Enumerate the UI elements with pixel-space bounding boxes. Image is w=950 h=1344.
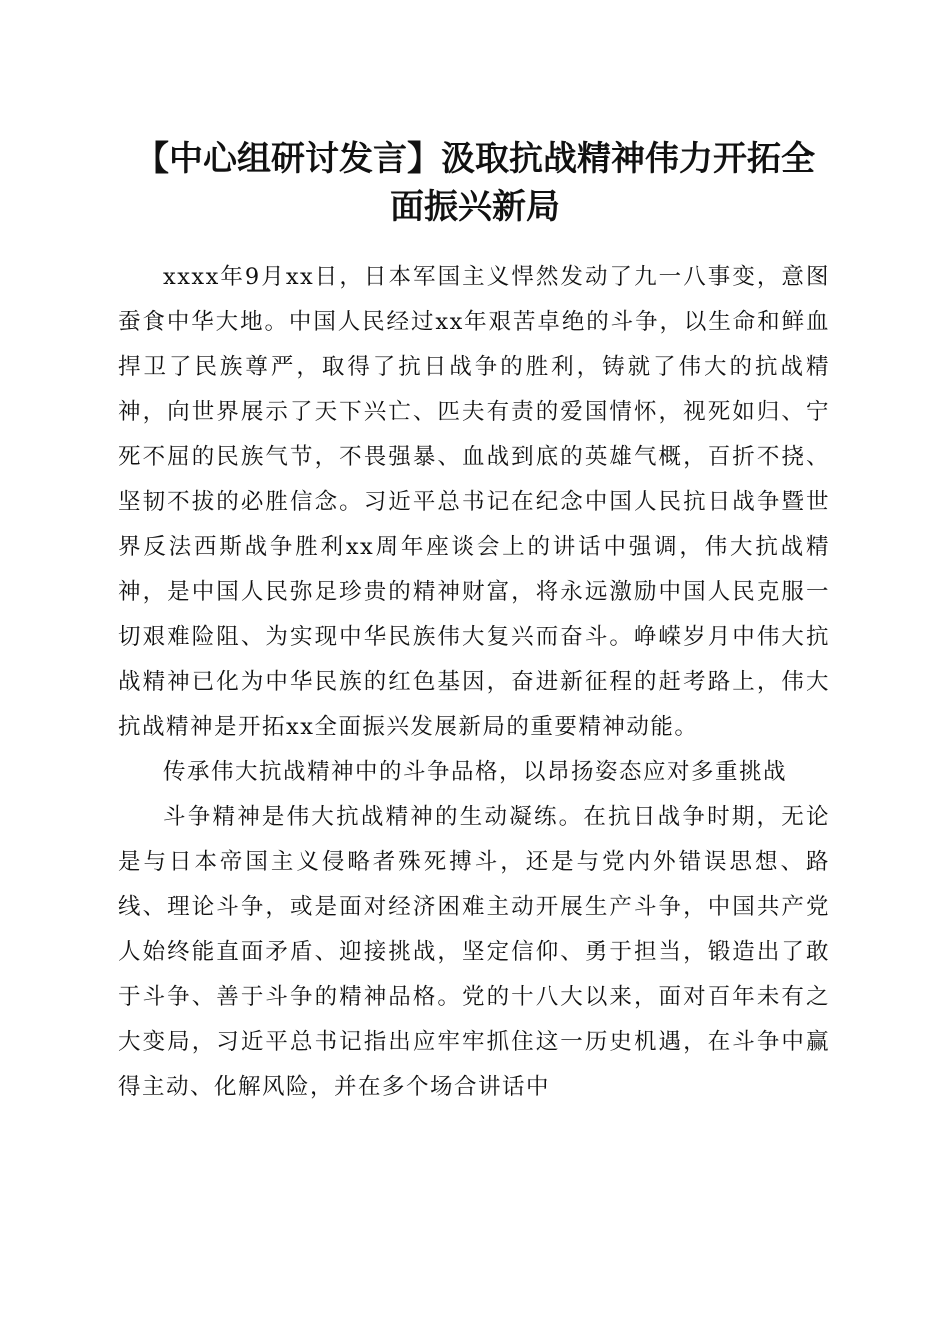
intro-paragraph: xxxx年9月xx日，日本军国主义悍然发动了九一八事变，意图蚕食中华大地。中国人民经过xx年艰苦卓绝的斗争，以生命和鲜血捍卫了民族尊严，取得了抗日战争的胜利，铸就了伟大的抗战精神，向世界展示了天下兴亡、匹夫有责的爱国情怀，视死如归、宁死不屈的民族气节，不畏强暴、血战到底的英雄气概，百折不挠、坚韧不拔的必胜信念。习近平总书记在纪念中国人民抗日战争暨世界反法西斯战争胜利xx周年座谈会上的讲话中强调，伟大抗战精神，是中国人民弥足珍贵的精神财富，将永远激励中国人民克服一切艰难险阻、为实现中华民族伟大复兴而奋斗。峥嵘岁月中伟大抗战精神已化为中华民族的红色基因，奋进新征程的赶考路上，伟大抗战精神是开拓xx全面振兴发展新局的重要精神动能。: [118, 264, 830, 740]
title-line-2: 面振兴新局: [390, 187, 560, 227]
title-line-1: 【中心组研讨发言】汲取抗战精神伟力开拓全: [135, 139, 815, 179]
section-heading: 传承伟大抗战精神中的斗争品格，以昂扬姿态应对多重挑战: [163, 759, 788, 785]
document-title: [110, 135, 840, 231]
document-body: [118, 255, 830, 1110]
section-paragraph: 斗争精神是伟大抗战精神的生动凝练。在抗日战争时期，无论是与日本帝国主义侵略者殊死搏斗，还是与党内外错误思想、路线、理论斗争，或是面对经济困难主动开展生产斗争，中国共产党人始终能直面矛盾、迎接挑战，坚定信仰、勇于担当，锻造出了敢于斗争、善于斗争的精神品格。党的十八大以来，面对百年未有之大变局，习近平总书记指出应牢牢抓住这一历史机遇，在斗争中赢得主动、化解风险，并在多个场合讲话中: [118, 804, 830, 1100]
